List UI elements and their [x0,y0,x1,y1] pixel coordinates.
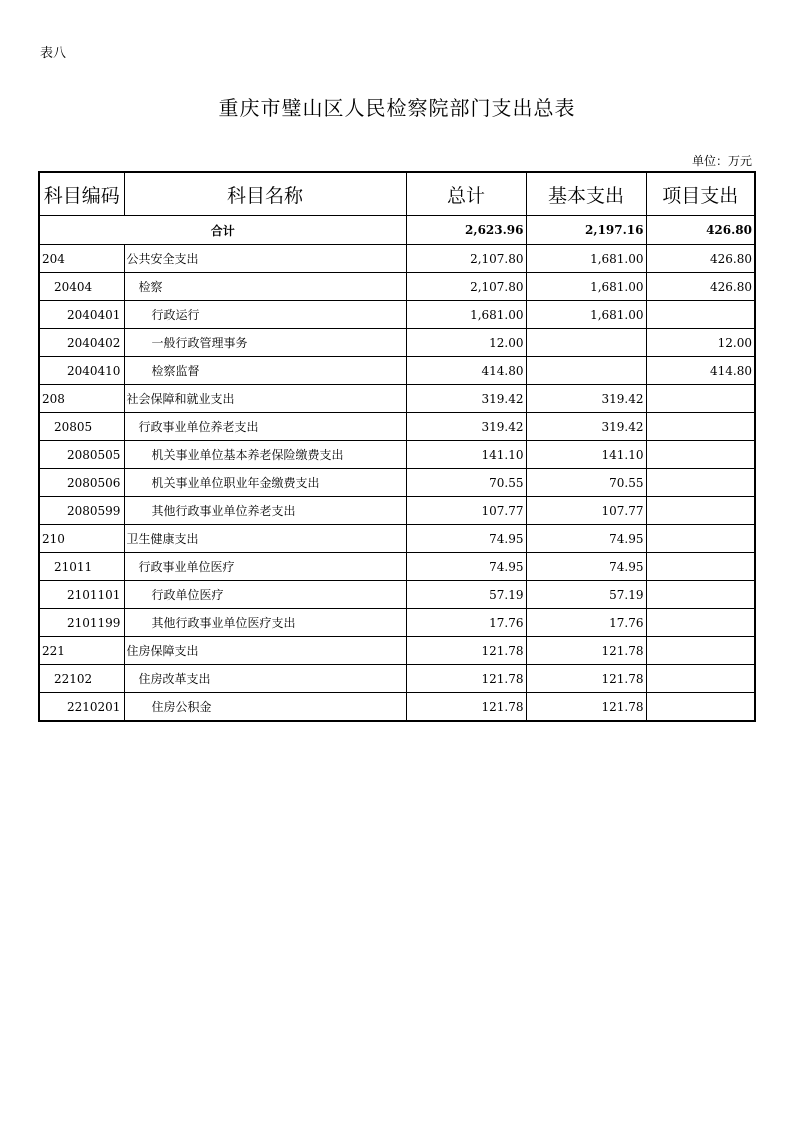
row-total: 141.10 [406,441,526,469]
row-name: 行政单位医疗 [124,581,406,609]
row-basic: 1,681.00 [526,245,646,273]
row-total: 107.77 [406,497,526,525]
row-basic: 70.55 [526,469,646,497]
row-project [646,693,755,722]
table-row [39,637,755,665]
row-code: 2080599 [39,497,124,525]
row-project [646,497,755,525]
row-total: 319.42 [406,385,526,413]
row-code: 2101199 [39,609,124,637]
row-name: 行政运行 [124,301,406,329]
table-row [39,357,755,385]
table-label: 表八 [40,46,67,61]
total-label: 合计 [39,216,406,245]
row-basic: 74.95 [526,553,646,581]
table-row [39,497,755,525]
row-code: 210 [39,525,124,553]
header-basic: 基本支出 [526,172,646,216]
row-name: 机关事业单位基本养老保险缴费支出 [124,441,406,469]
row-name: 一般行政管理事务 [124,329,406,357]
table-row [39,525,755,553]
header-row [39,172,755,216]
row-total: 17.76 [406,609,526,637]
row-basic: 121.78 [526,665,646,693]
row-project [646,581,755,609]
total-row [39,216,755,245]
header-project: 项目支出 [646,172,755,216]
row-basic: 121.78 [526,637,646,665]
row-basic [526,329,646,357]
row-code: 2040401 [39,301,124,329]
row-name: 检察 [124,273,406,301]
row-code: 2080506 [39,469,124,497]
row-total: 70.55 [406,469,526,497]
row-total: 57.19 [406,581,526,609]
row-basic: 1,681.00 [526,273,646,301]
row-code: 221 [39,637,124,665]
row-code: 21011 [39,553,124,581]
row-code: 20805 [39,413,124,441]
row-total: 121.78 [406,665,526,693]
row-total: 2,107.80 [406,273,526,301]
row-project [646,469,755,497]
row-basic: 57.19 [526,581,646,609]
row-total: 121.78 [406,693,526,722]
row-project [646,413,755,441]
row-project [646,609,755,637]
table-row [39,413,755,441]
row-name: 其他行政事业单位医疗支出 [124,609,406,637]
row-code: 2040402 [39,329,124,357]
row-name: 机关事业单位职业年金缴费支出 [124,469,406,497]
row-code: 2040410 [39,357,124,385]
row-name: 行政事业单位医疗 [124,553,406,581]
row-basic: 141.10 [526,441,646,469]
table-row [39,301,755,329]
row-basic: 107.77 [526,497,646,525]
row-code: 208 [39,385,124,413]
row-basic: 319.42 [526,385,646,413]
row-basic: 121.78 [526,693,646,722]
table-row [39,329,755,357]
row-total: 414.80 [406,357,526,385]
total-total: 2,623.96 [406,216,526,245]
row-basic: 319.42 [526,413,646,441]
table-row [39,693,755,722]
header-total: 总计 [406,172,526,216]
row-basic: 17.76 [526,609,646,637]
page-title: 重庆市璧山区人民检察院部门支出总表 [218,96,576,120]
row-project [646,665,755,693]
row-project: 426.80 [646,245,755,273]
total-basic: 2,197.16 [526,216,646,245]
row-project [646,301,755,329]
row-basic: 1,681.00 [526,301,646,329]
row-name: 住房改革支出 [124,665,406,693]
table-row [39,385,755,413]
row-name: 住房公积金 [124,693,406,722]
header-code: 科目编码 [39,172,124,216]
table-row [39,553,755,581]
row-project [646,525,755,553]
row-project [646,441,755,469]
unit-label: 单位：万元 [691,154,752,168]
header-name: 科目名称 [124,172,406,216]
row-basic: 74.95 [526,525,646,553]
row-code: 22102 [39,665,124,693]
row-name: 公共安全支出 [124,245,406,273]
row-total: 121.78 [406,637,526,665]
row-project: 426.80 [646,273,755,301]
row-project [646,637,755,665]
total-project: 426.80 [646,216,755,245]
row-total: 74.95 [406,553,526,581]
row-name: 卫生健康支出 [124,525,406,553]
row-total: 12.00 [406,329,526,357]
table-row [39,665,755,693]
table-row [39,609,755,637]
row-name: 住房保障支出 [124,637,406,665]
row-project [646,553,755,581]
row-project [646,385,755,413]
row-total: 319.42 [406,413,526,441]
table-row [39,581,755,609]
row-total: 1,681.00 [406,301,526,329]
row-code: 2101101 [39,581,124,609]
table-row [39,441,755,469]
row-project: 414.80 [646,357,755,385]
row-total: 2,107.80 [406,245,526,273]
row-code: 204 [39,245,124,273]
row-code: 2210201 [39,693,124,722]
row-name: 其他行政事业单位养老支出 [124,497,406,525]
row-project: 12.00 [646,329,755,357]
row-code: 20404 [39,273,124,301]
row-total: 74.95 [406,525,526,553]
table-row [39,469,755,497]
row-name: 检察监督 [124,357,406,385]
table-row [39,273,755,301]
row-code: 2080505 [39,441,124,469]
table-row [39,245,755,273]
row-name: 社会保障和就业支出 [124,385,406,413]
row-basic [526,357,646,385]
row-name: 行政事业单位养老支出 [124,413,406,441]
expenditure-table [38,171,756,722]
